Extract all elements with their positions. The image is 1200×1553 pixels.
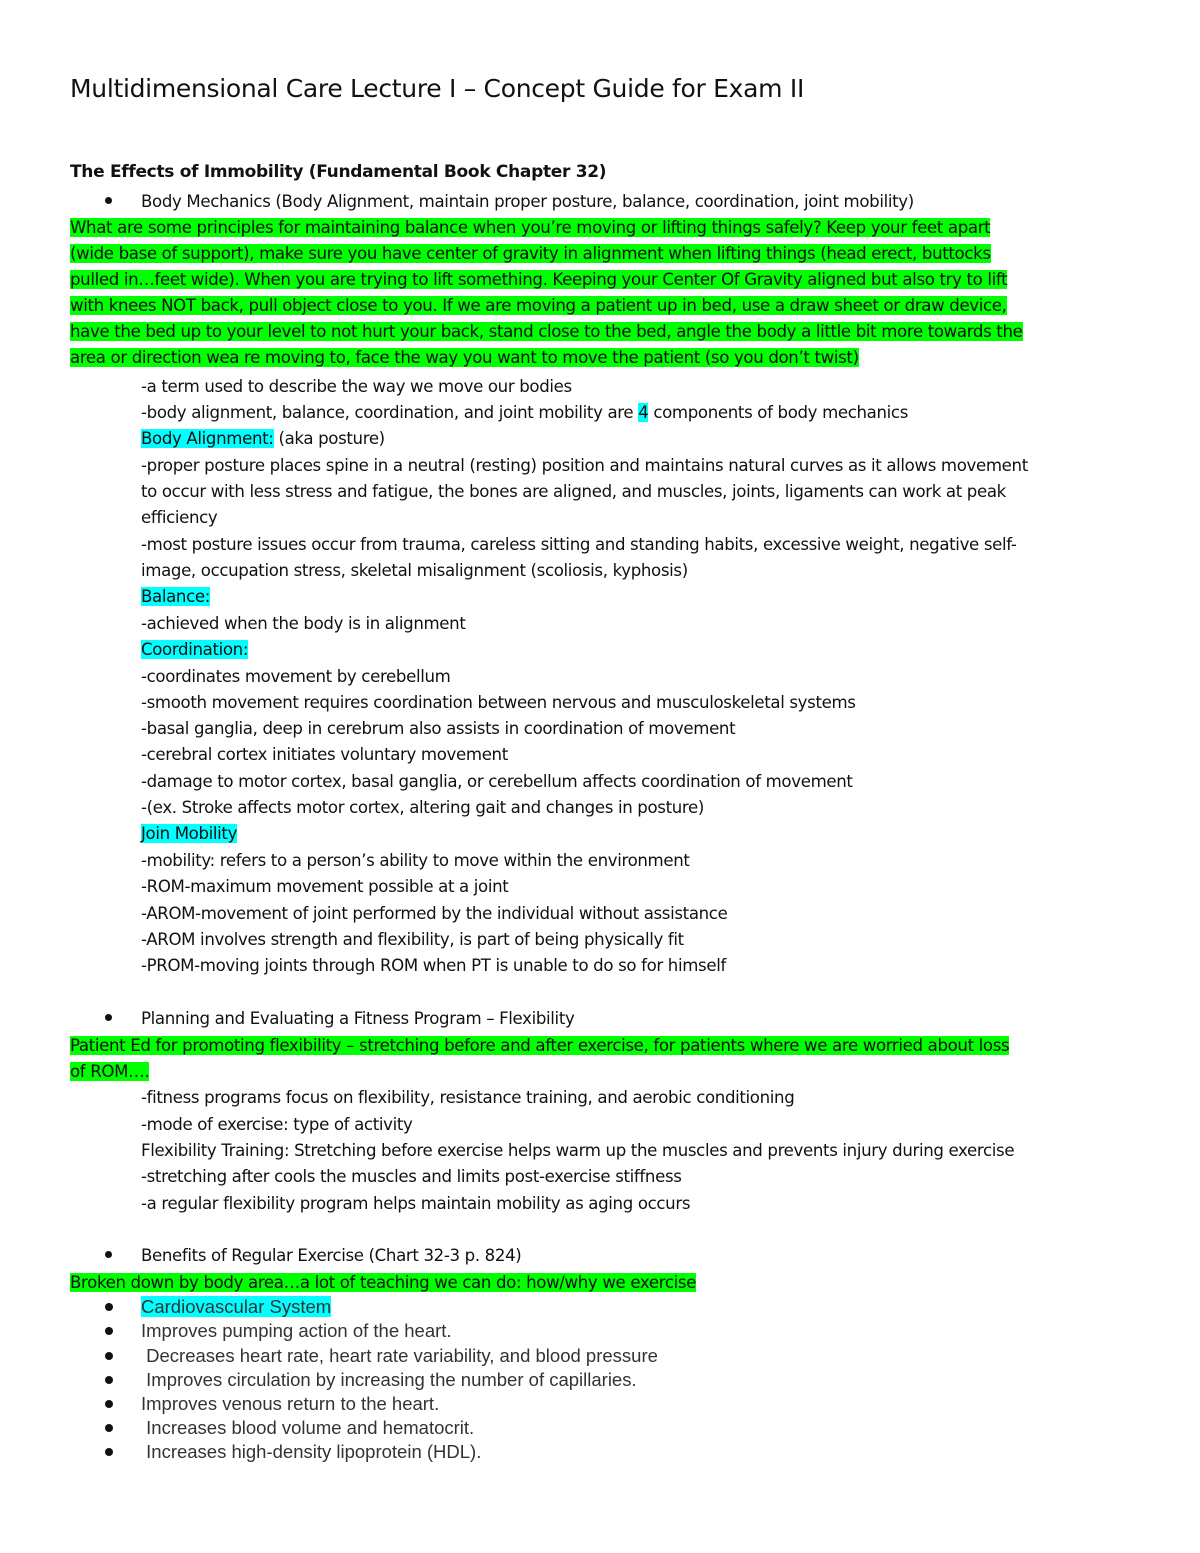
bullet-dot [105, 1251, 112, 1258]
note-line: Broken down by body area…a lot of teaching we can do: how/why we exercise [70, 1273, 697, 1292]
text-line [141, 637, 248, 663]
bullet-dot [105, 1448, 113, 1456]
text-line: -basal ganglia, deep in cerebrum also assists in coordination of movement [141, 719, 736, 738]
list-item: Decreases heart rate, heart rate variability, and blood pressure [141, 1345, 658, 1366]
text-line: efficiency [141, 508, 218, 527]
text-line [141, 426, 385, 452]
bullet-dot [105, 1303, 113, 1311]
text-line [141, 400, 908, 426]
text-line [141, 821, 237, 847]
highlighted-note-flexibility [70, 1033, 1114, 1085]
note-line: have the bed up to your level to not hurt your back, stand close to the bed, angle the body a little bit more towards the [70, 322, 1023, 341]
bullet-dot [105, 1376, 113, 1384]
list-item: Increases blood volume and hematocrit. [141, 1417, 475, 1438]
text-line: -AROM involves strength and flexibility, is part of being physically fit [141, 930, 684, 949]
text-fragment: -body alignment, balance, coordination, and joint mobility are [141, 403, 639, 422]
text-line: -most posture issues occur from trauma, careless sitting and standing habits, excessive weight, negative self- [141, 535, 1017, 554]
bullet-dot [105, 1327, 113, 1335]
subheading-join-mobility: Join Mobility [141, 824, 238, 843]
text-line [141, 584, 210, 610]
list-item: Improves venous return to the heart. [141, 1393, 440, 1414]
note-line: with knees NOT back, pull object close to you. If we are moving a patient up in bed, use a draw sheet or draw device, [70, 296, 1007, 315]
subheading-coordination: Coordination: [141, 640, 249, 659]
text-line: -a term used to describe the way we move our bodies [141, 377, 572, 396]
note-line: of ROM…. [70, 1062, 150, 1081]
text-line: -ROM-maximum movement possible at a joint [141, 877, 509, 896]
bullet-dot [105, 1424, 113, 1432]
note-line: pulled in…feet wide). When you are trying to lift something. Keeping your Center Of Gravity aligned but also try to lift [70, 270, 1008, 289]
text-line: -AROM-movement of joint performed by the individual without assistance [141, 904, 728, 923]
bullet-body-mechanics: Body Mechanics (Body Alignment, maintain proper posture, balance, coordination, joint mobility) [141, 192, 914, 211]
text-line: -mode of exercise: type of activity [141, 1115, 413, 1134]
text-line: -a regular flexibility program helps maintain mobility as aging occurs [141, 1194, 691, 1213]
text-line: to occur with less stress and fatigue, the bones are aligned, and muscles, joints, ligaments can work at peak [141, 482, 1006, 501]
bullet-dot [105, 1014, 112, 1021]
bullet-fitness-program: Planning and Evaluating a Fitness Program – Flexibility [141, 1009, 575, 1028]
text-line: -proper posture places spine in a neutral (resting) position and maintains natural curves as it allows movement [141, 456, 1028, 475]
subheading-body-alignment: Body Alignment: [141, 429, 274, 448]
text-line: image, occupation stress, skeletal misalignment (scoliosis, kyphosis) [141, 561, 688, 580]
list-item: Improves circulation by increasing the number of capillaries. [141, 1369, 637, 1390]
subheading-cardiovascular: Cardiovascular System [141, 1296, 332, 1317]
text-fragment: components of body mechanics [648, 403, 909, 422]
text-line: -PROM-moving joints through ROM when PT is unable to do so for himself [141, 956, 726, 975]
note-line: Patient Ed for promoting flexibility – stretching before and after exercise, for patients where we are worried about loss [70, 1036, 1010, 1055]
list-item: Increases high-density lipoprotein (HDL). [141, 1441, 482, 1462]
note-line: area or direction wea re moving to, face the way you want to move the patient (so you don’t twist) [70, 348, 859, 367]
text-line: -fitness programs focus on flexibility, resistance training, and aerobic conditioning [141, 1088, 795, 1107]
list-item [141, 1294, 331, 1320]
highlighted-note-exercise [70, 1270, 1114, 1296]
text-line: -mobility: refers to a person’s ability to move within the environment [141, 851, 690, 870]
subheading-balance: Balance: [141, 587, 210, 606]
text-line: -stretching after cools the muscles and limits post-exercise stiffness [141, 1167, 682, 1186]
section-heading: The Effects of Immobility (Fundamental Book Chapter 32) [70, 162, 607, 182]
text-fragment: (aka posture) [273, 429, 385, 448]
text-line: Flexibility Training: Stretching before exercise helps warm up the muscles and prevents injury during exercise [141, 1141, 1015, 1160]
highlighted-note-balance [70, 215, 1114, 371]
text-line: -(ex. Stroke affects motor cortex, altering gait and changes in posture) [141, 798, 704, 817]
bullet-dot [105, 197, 112, 204]
text-line: -coordinates movement by cerebellum [141, 667, 451, 686]
text-line: -damage to motor cortex, basal ganglia, or cerebellum affects coordination of movement [141, 772, 853, 791]
text-line: -achieved when the body is in alignment [141, 614, 466, 633]
note-line: What are some principles for maintaining balance when you’re moving or lifting things safely? Keep your feet apart [70, 218, 991, 237]
bullet-dot [105, 1400, 113, 1408]
document-title: Multidimensional Care Lecture I – Concept Guide for Exam II [70, 74, 805, 103]
note-line: (wide base of support), make sure you have center of gravity in alignment when lifting things (head erect, buttocks [70, 244, 991, 263]
bullet-dot [105, 1352, 113, 1360]
list-item: Improves pumping action of the heart. [141, 1320, 452, 1341]
highlighted-number: 4 [638, 403, 649, 422]
bullet-benefits-exercise: Benefits of Regular Exercise (Chart 32-3 p. 824) [141, 1246, 522, 1265]
text-line: -cerebral cortex initiates voluntary movement [141, 745, 508, 764]
text-line: -smooth movement requires coordination between nervous and musculoskeletal systems [141, 693, 856, 712]
